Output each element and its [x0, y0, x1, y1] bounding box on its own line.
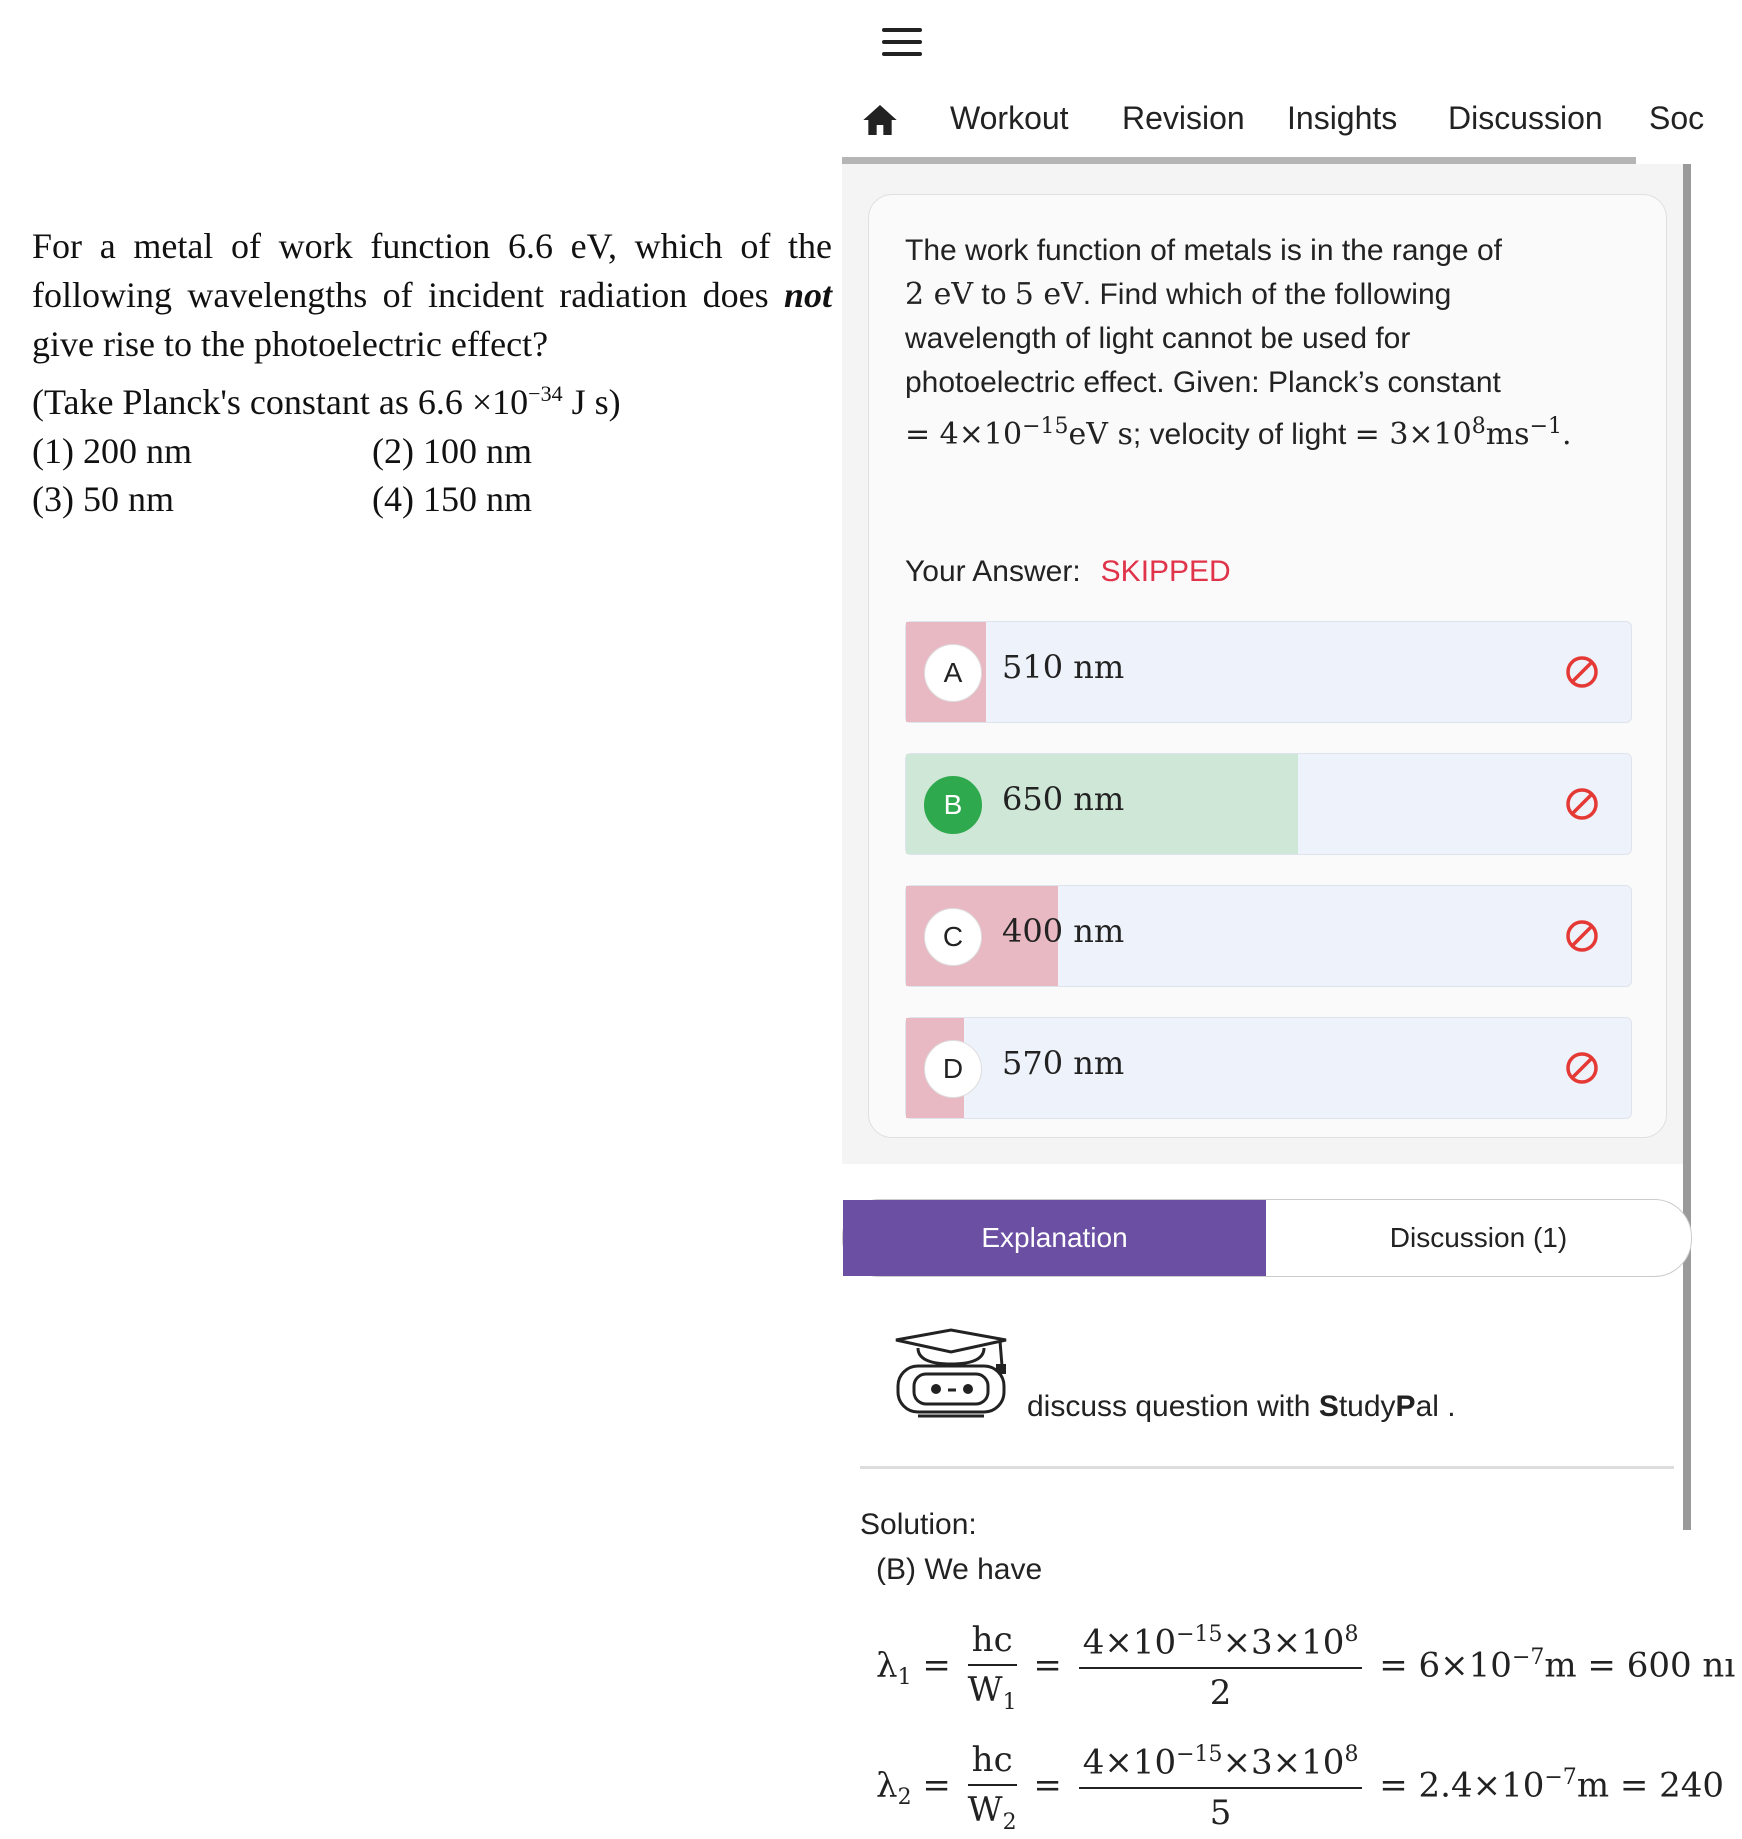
- solution-equation-2: $\lambda_2$ = $\frac{hc}{W_2}$ = $\frac{4\times 10^{-15}\times 3\times 10^8}{5}$ = $2.4\times 10^{-7}m = 240$: [876, 1740, 1725, 1835]
- explanation-discussion-toggle: [842, 1199, 1692, 1277]
- block-icon: [1565, 919, 1599, 953]
- your-answer: [905, 555, 1231, 589]
- option-c[interactable]: [905, 885, 1632, 987]
- option-letter: D: [924, 1040, 982, 1098]
- source-option-3: (3) 50 nm: [32, 479, 174, 519]
- studypal-robot-icon[interactable]: [888, 1326, 1014, 1422]
- source-bold-word: not: [783, 275, 832, 315]
- option-b[interactable]: [905, 753, 1632, 855]
- nav-underline: [842, 157, 1636, 164]
- option-value: 510 nm: [1002, 648, 1125, 686]
- question-text: The work function of metals is in the range of 2 eV to 5 eV. Find which of the following wavelength of light cannot be used for photoelectric effect. Given: Planck’s constant = $4\times 10^{-15}eV$ s; velocity of light = $3\times 10^8ms^{-1}$.: [905, 234, 1572, 452]
- home-icon[interactable]: [860, 100, 900, 140]
- question-card: [868, 194, 1667, 1138]
- solution-title: Solution:: [860, 1508, 977, 1541]
- explanation-tab[interactable]: Explanation: [843, 1200, 1266, 1276]
- option-value: 650 nm: [1002, 780, 1125, 818]
- solution-intro: (B) We have: [876, 1553, 1043, 1586]
- studypal-prompt[interactable]: discuss question with StudyPal .: [1027, 1390, 1456, 1423]
- tab-insights[interactable]: Insights: [1287, 100, 1398, 136]
- solution-equation-1: $\lambda_1$ = $\frac{hc}{W_1}$ = $\frac{4\times 10^{-15}\times 3\times 10^8}{2}$ = $6\times 10^{-7}m = 600$ nı: [876, 1620, 1736, 1715]
- option-letter: C: [924, 908, 982, 966]
- option-letter: B: [924, 776, 982, 834]
- hamburger-menu-icon[interactable]: [882, 28, 922, 62]
- app-panel: [842, 0, 1736, 1839]
- block-icon: [1565, 1051, 1599, 1085]
- source-option-1: (1) 200 nm: [32, 431, 192, 471]
- source-question: [32, 222, 832, 527]
- block-icon: [1565, 787, 1599, 821]
- option-d[interactable]: [905, 1017, 1632, 1119]
- source-line-3: give rise to the photoelectric effect?: [32, 324, 549, 364]
- option-a[interactable]: [905, 621, 1632, 723]
- scrollbar[interactable]: [1683, 164, 1691, 1530]
- option-value: 570 nm: [1002, 1044, 1125, 1082]
- option-letter: A: [924, 644, 982, 702]
- source-option-4: (4) 150 nm: [372, 479, 532, 519]
- block-icon: [1565, 655, 1599, 689]
- nav-bar: [842, 92, 1742, 158]
- tab-soc[interactable]: Soc: [1649, 100, 1705, 136]
- source-line-1: For a metal of work function 6.6 eV, which of the: [32, 226, 832, 266]
- tab-workout[interactable]: Workout: [950, 100, 1069, 136]
- divider: [860, 1466, 1674, 1469]
- tab-revision[interactable]: Revision: [1122, 100, 1245, 136]
- discussion-tab[interactable]: Discussion (1): [1389, 1222, 1568, 1253]
- source-question-text: [32, 222, 832, 369]
- source-option-2: (2) 100 nm: [372, 431, 532, 471]
- your-answer-label: Your Answer:: [905, 555, 1081, 588]
- tab-discussion[interactable]: Discussion: [1448, 100, 1603, 136]
- answer-status: SKIPPED: [1100, 555, 1231, 588]
- source-line-2: following wavelengths of incident radiation does: [32, 275, 769, 315]
- source-note: (Take Planck's constant as $6.6 \times 10^{-34}$ J s): [32, 381, 621, 422]
- option-value: 400 nm: [1002, 912, 1125, 950]
